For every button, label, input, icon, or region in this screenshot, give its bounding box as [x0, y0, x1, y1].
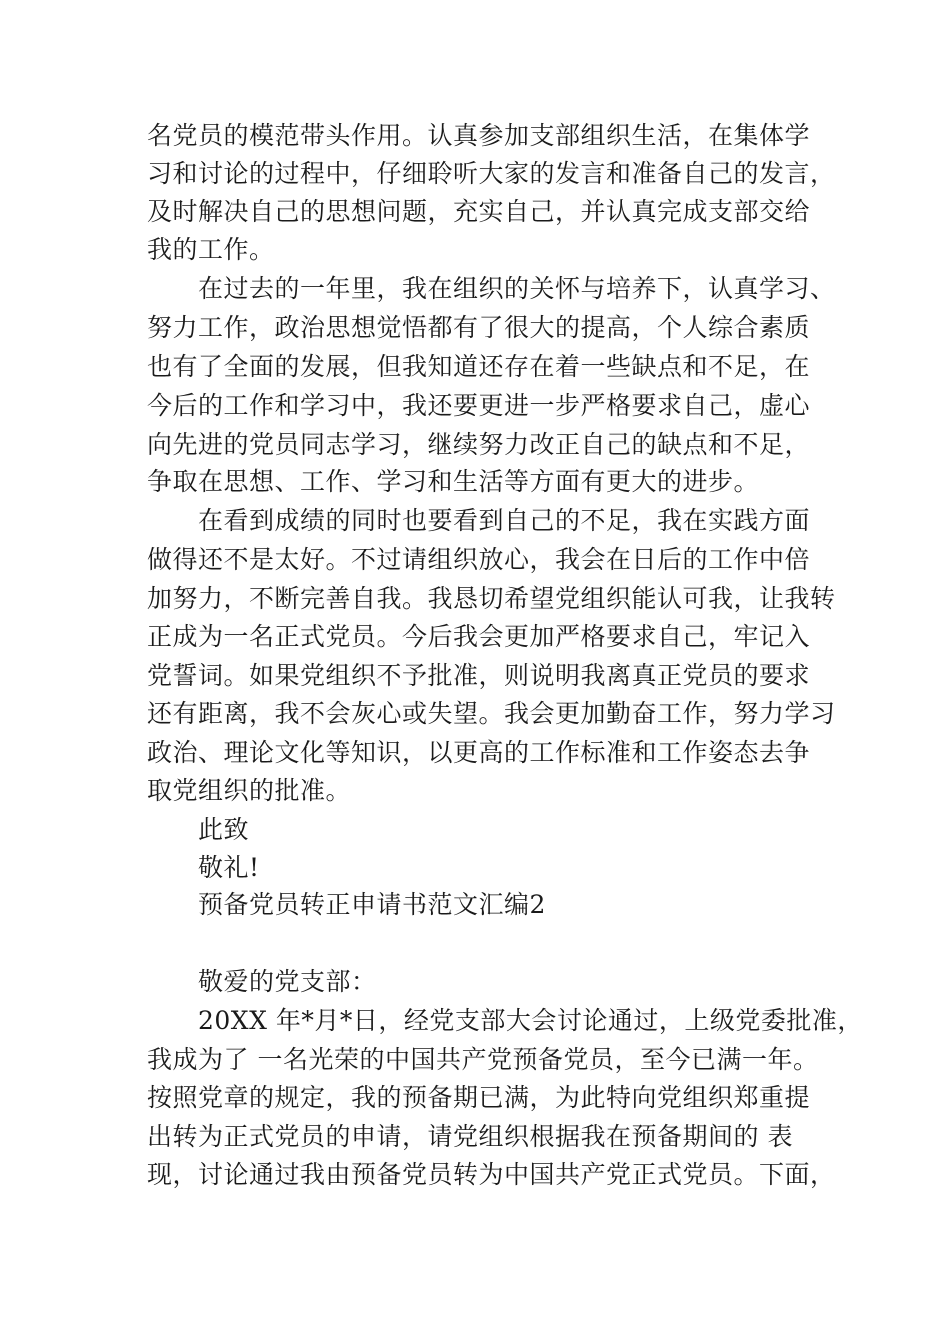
paragraph-line: 向先进的党员同志学习，继续努力改正自己的缺点和不足，: [147, 430, 811, 459]
paragraph-line: 在看到成绩的同时也要看到自己的不足，我在实践方面: [198, 506, 811, 535]
paragraph-line: 我的工作。: [147, 235, 275, 264]
paragraph-line: 我成为了 一名光荣的中国共产党预备党员，至今已满一年。: [147, 1045, 819, 1074]
section-title: 预备党员转正申请书范文汇编2: [198, 890, 546, 919]
paragraph-line: 做得还不是太好。不过请组织放心，我会在日后的工作中倍: [147, 545, 811, 574]
closing-line: 此致: [198, 815, 250, 844]
paragraph-line: 及时解决自己的思想问题，充实自己，并认真完成支部交给: [147, 197, 811, 226]
paragraph-line: 20XX 年*月*日，经党支部大会讨论通过，上级党委批准，: [198, 1006, 863, 1035]
paragraph-line: 名党员的模范带头作用。认真参加支部组织生活，在集体学: [147, 121, 811, 150]
paragraph-line: 在过去的一年里，我在组织的关怀与培养下，认真学习、: [198, 274, 836, 303]
paragraph-line: 努力工作，政治思想觉悟都有了很大的提高，个人综合素质: [147, 313, 811, 342]
paragraph-line: 按照党章的规定，我的预备期已满，为此特向党组织郑重提: [147, 1083, 811, 1112]
paragraph-line: 现，讨论通过我由预备党员转为中国共产党正式党员。下面，: [147, 1160, 836, 1189]
paragraph-line: 习和讨论的过程中，仔细聆听大家的发言和准备自己的发言，: [147, 159, 836, 188]
paragraph-line: 政治、理论文化等知识，以更高的工作标准和工作姿态去争: [147, 738, 811, 767]
paragraph-line: 出转为正式党员的申请，请党组织根据我在预备期间的 表: [147, 1122, 793, 1151]
paragraph-line: 正成为一名正式党员。今后我会更加严格要求自己，牢记入: [147, 622, 811, 651]
paragraph-line: 党誓词。如果党组织不予批准，则说明我离真正党员的要求: [147, 661, 811, 690]
salutation: 敬爱的党支部：: [198, 967, 377, 996]
paragraph-line: 加努力，不断完善自我。我恳切希望党组织能认可我，让我转: [147, 584, 836, 613]
paragraph-line: 争取在思想、工作、学习和生活等方面有更大的进步。: [147, 467, 760, 496]
closing-line: 敬礼!: [198, 853, 260, 882]
paragraph-line: 取党组织的批准。: [147, 776, 352, 805]
paragraph-line: 今后的工作和学习中，我还要更进一步严格要求自己，虚心: [147, 391, 811, 420]
paragraph-line: 还有距离，我不会灰心或失望。我会更加勤奋工作，努力学习: [147, 699, 836, 728]
paragraph-line: 也有了全面的发展，但我知道还存在着一些缺点和不足，在: [147, 352, 811, 381]
